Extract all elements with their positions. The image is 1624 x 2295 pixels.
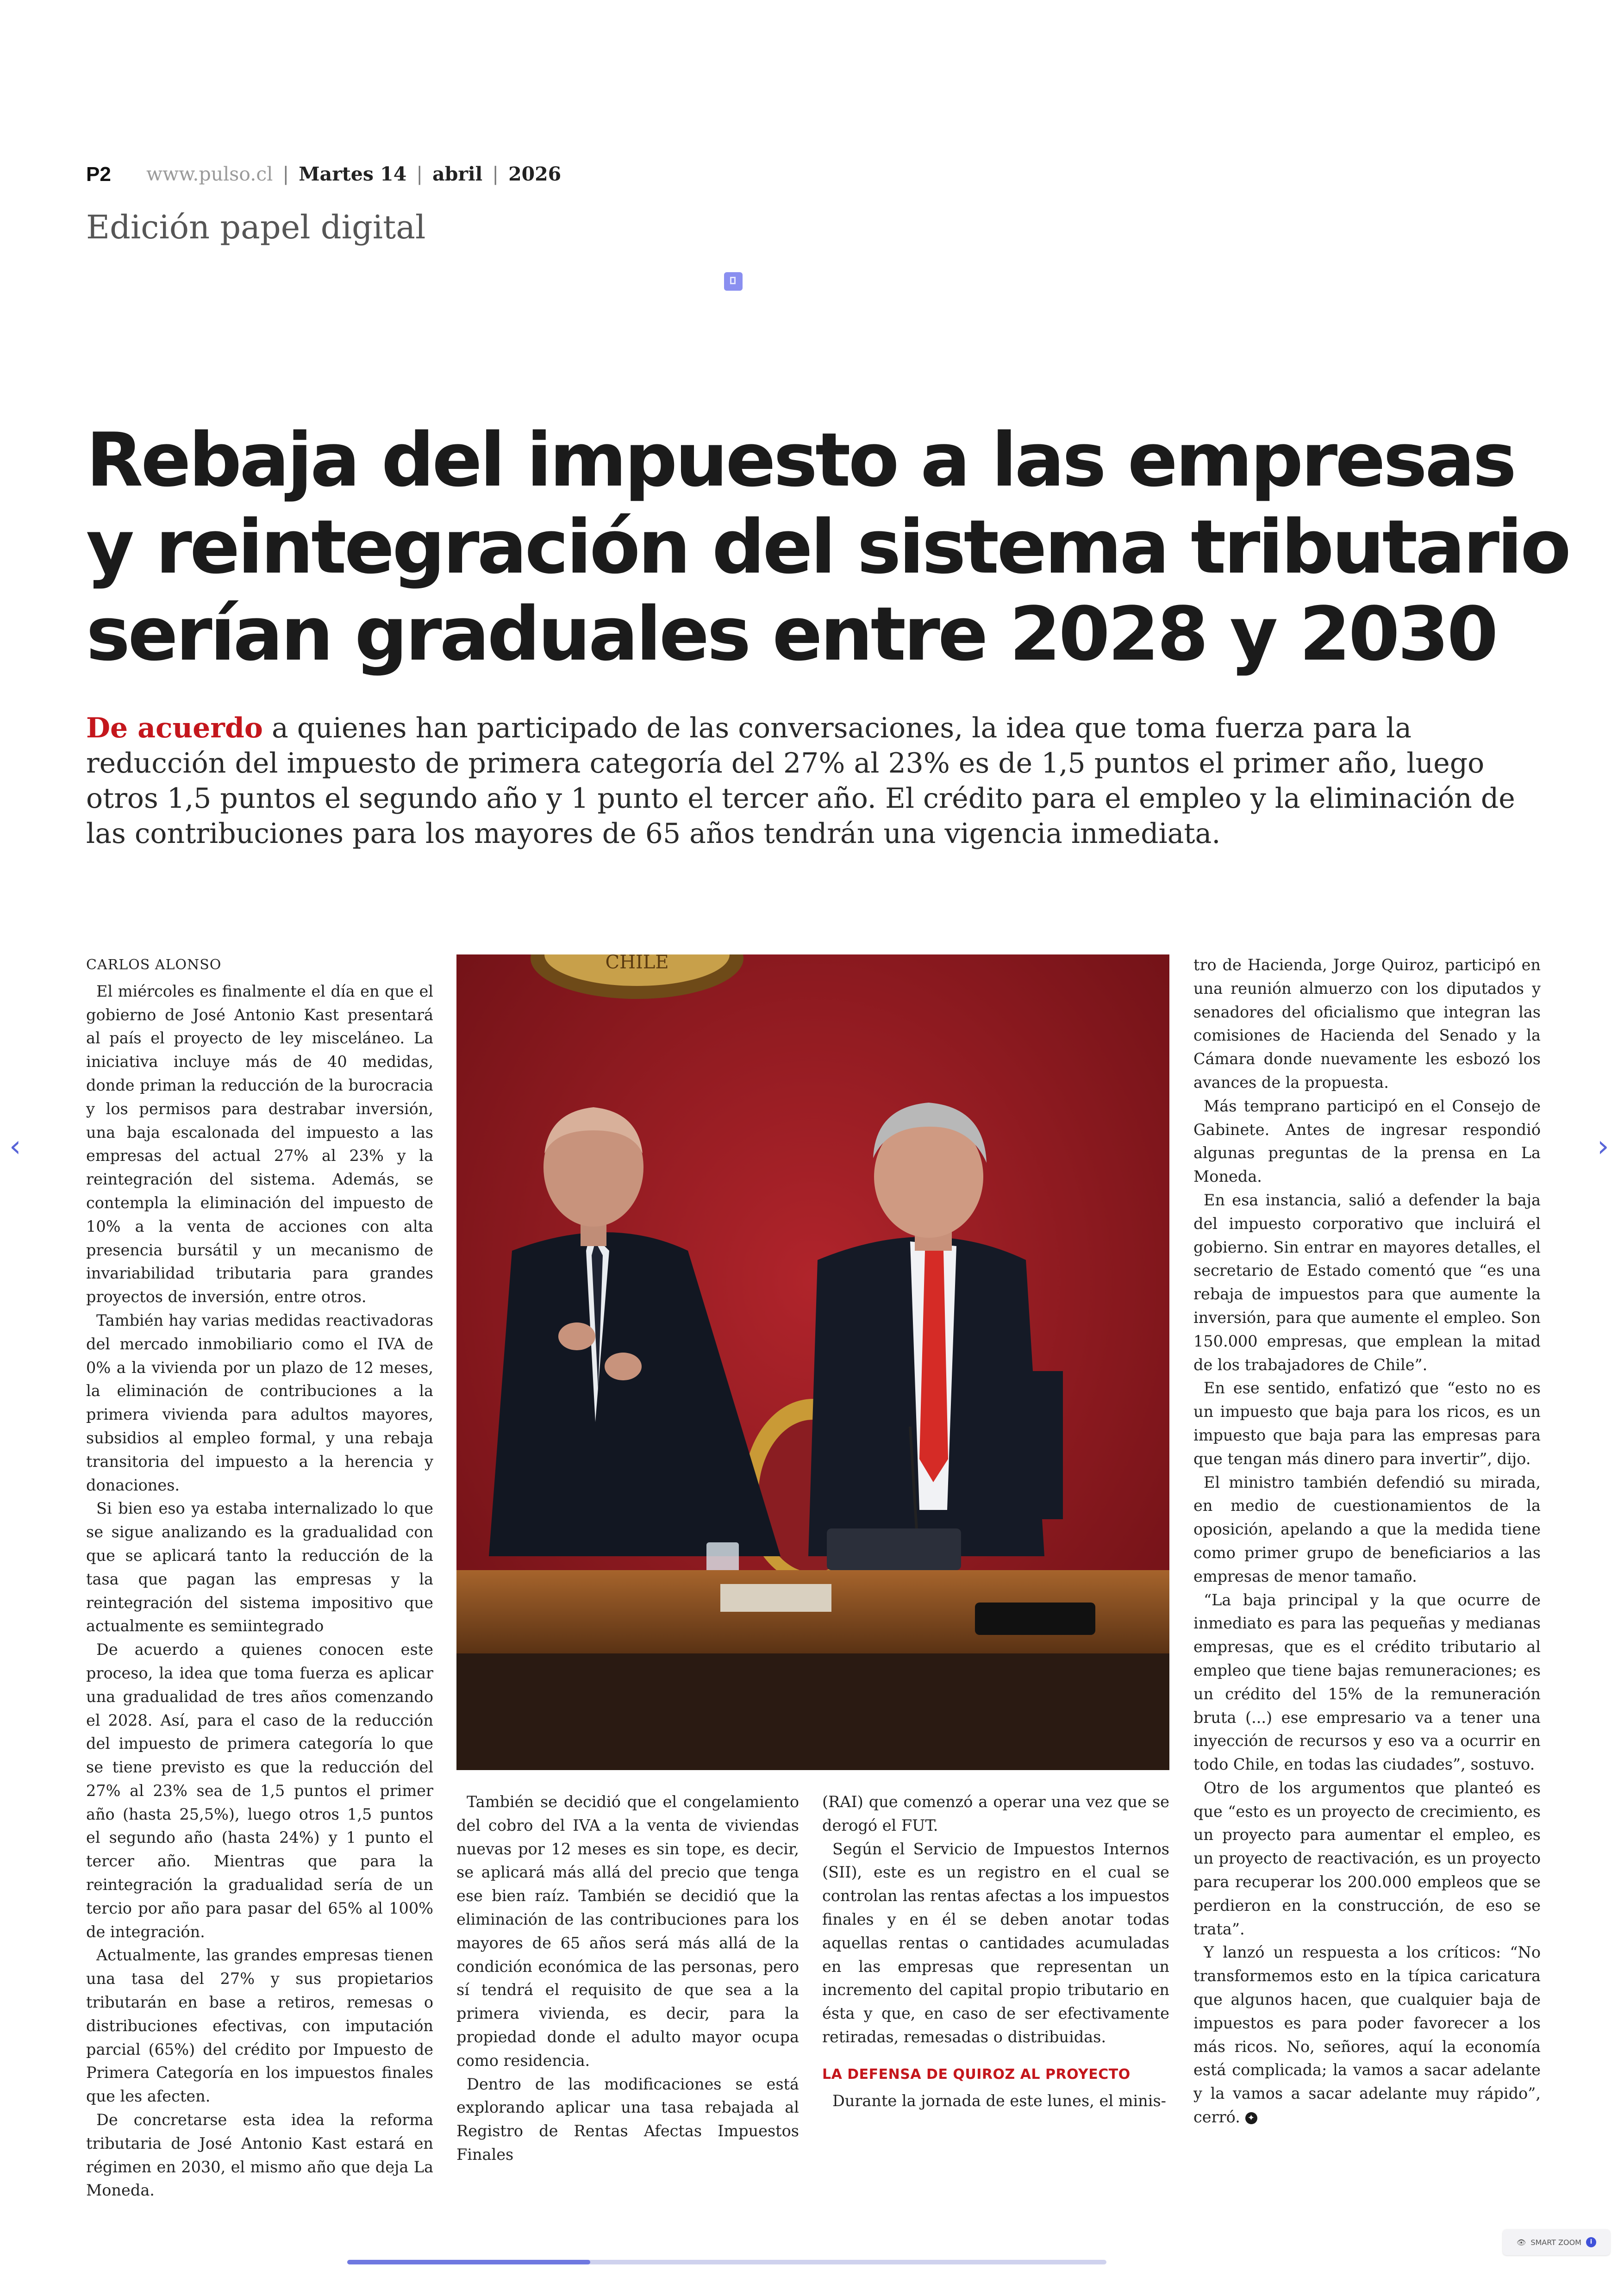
next-page-icon[interactable]: ›	[1597, 1129, 1609, 1164]
eye-icon: 👁	[1517, 2238, 1526, 2247]
body-paragraph: Actualmente, las grandes empresas tienen una tasa del 27% y sus propietarios tributarán en base a retiros, remesas o distribuciones efectivas, con imputación parcial (65%) del crédito por Impuesto de Primera Categoría en los impuestos finales que les afecten.	[86, 1946, 433, 2106]
page-meta	[146, 163, 561, 185]
seal-text: CHILE	[605, 954, 669, 973]
body-paragraph: Según el Servicio de Impuestos Internos (SII), este es un registro en el cual se controlan las rentas afectas a los impuestos finales y en él se deben anotar todas aquellas rentas o cantidades acumuladas en las empresas que representan un incremento del capital propio tributario en ésta y que, en caso de ser efectivamente retiradas, remesadas o distribuidas.	[822, 1840, 1169, 2046]
page-number: P2	[86, 163, 111, 186]
body-paragraph	[1193, 1941, 1541, 2129]
article-end-icon: ✦	[1245, 2112, 1257, 2124]
body-paragraph: De concretarse esta idea la reforma tributaria de José Antonio Kast estará en régimen en 2030, el mismo año que deja La Moneda.	[86, 2111, 433, 2200]
edition-label: Edición papel digital	[86, 208, 426, 246]
body-paragraph: Más temprano participó en el Consejo de Gabinete. Antes de ingresar respondió algunas preguntas de la prensa en La Moneda.	[1193, 1097, 1541, 1186]
table-front	[456, 1653, 1169, 1770]
closing-text: Y lanzó un respuesta a los críticos: “No transformemos esto en la típica caricatura que algunos hacen, que cualquier baja de impuestos es para poder favorecer a los más ricos. No, señores, aquí la economía está complicada; la vamos a sacar adelante y la vamos a sacar adelante muy rápido”, cerró.	[1193, 1943, 1541, 2127]
date-weekday-day: Martes 14	[299, 163, 407, 185]
headline-line: Rebaja del impuesto a las empresas	[86, 417, 1515, 503]
headline-line: y reintegración del sistema tributario	[86, 504, 1569, 590]
body-paragraph: Si bien eso ya estaba internalizado lo que se sigue analizando es la gradualidad con que se aplicará tanto la reducción de la tasa que pagan las empresas y la reintegración del sistema impositivo que actualmente es semiintegrado	[86, 1499, 433, 1635]
date-month: abril	[432, 163, 483, 185]
page-progress-fill	[347, 2260, 590, 2264]
photo-illustration	[456, 954, 1169, 1770]
headline-line: serían graduales entre 2028 y 2030	[86, 591, 1496, 677]
body-paragraph: Dentro de las modificaciones se está explorando aplicar una tasa rebajada al Registro de Rentas Afectas Impuestos Finales	[456, 2075, 799, 2164]
page-progress-bar[interactable]	[347, 2260, 1106, 2264]
meta-separator: |	[416, 163, 423, 185]
body-paragraph: También se decidió que el congelamiento del cobro del IVA a la venta de viviendas nuevas por 12 meses es sin tope, es decir, se aplicará más allá del precio que tenga ese bien raíz. También se decidió que la eliminación de las contribuciones para los mayores de 65 años será más allá de la condición económica de las personas, pero sí tendrá el requisito de que sea a la primera vivienda, es decir, para la propiedad donde el adulto mayor ocupa como residencia.	[456, 1793, 799, 2070]
section-subhead: LA DEFENSA DE QUIROZ AL PROYECTO	[822, 2066, 1131, 2083]
body-column-1	[86, 954, 433, 2202]
lead-kicker: De acuerdo	[86, 712, 263, 744]
lead-text: a quienes han participado de las conversaciones, la idea que toma fuerza para la reducción del impuesto de primera categoría del 27% al 23% es de 1,5 puntos el primer año, luego otros 1,5 puntos el segundo año y 1 punto el tercer año. El crédito para el empleo y la eliminación de las contribuciones para los mayores de 65 años tendrán una vigencia inmediata.	[86, 712, 1515, 850]
body-paragraph: En esa instancia, salió a defender la baja del impuesto corporativo que incluirá el gobierno. Sin entrar en mayores detalles, el secretario de Estado comentó que “es una rebaja de impuestos para que aumente la inversión, para que aumente el empleo. Son 150.000 empresas, que emplean la mitad de los trabajadores de Chile”.	[1193, 1191, 1541, 1374]
name-card	[720, 1584, 831, 1612]
page-marker-icon[interactable]	[724, 272, 743, 291]
smart-zoom-button[interactable]	[1503, 2229, 1610, 2255]
body-column-3	[822, 1790, 1169, 2113]
body-paragraph: El ministro también defendió su mirada, en medio de cuestionamientos de la oposición, apelando a que la medida tiene como primer grupo de beneficiarios a las empresas de menor tamaño.	[1193, 1473, 1541, 1585]
smart-zoom-label: SMART ZOOM	[1530, 2238, 1581, 2247]
date-year: 2026	[508, 163, 562, 185]
headline	[86, 417, 1569, 678]
body-paragraph: También hay varias medidas reactivadoras del mercado inmobiliario como el IVA de 0% a la vivienda por un plazo de 12 meses, la eliminación de contribuciones a la primera vivienda para adultos mayores, subsidios al empleo formal, y una rebaja transitoria del impuesto a la herencia y donaciones.	[86, 1311, 433, 1494]
body-paragraph: (RAI) que comenzó a operar una vez que se derogó el FUT.	[822, 1793, 1169, 1834]
body-column-4	[1193, 954, 1541, 2129]
body-paragraph: tro de Hacienda, Jorge Quiroz, participó en una reunión almuerzo con los diputados y senadores del oficialismo que integran las comisiones de Hacienda del Senado y la Cámara donde nuevamente les esbozó los avances de la propuesta.	[1193, 956, 1541, 1091]
meta-separator: |	[492, 163, 499, 185]
body-paragraph: De acuerdo a quienes conocen este proceso, la idea que toma fuerza es aplicar una gradualidad de tres años comenzando el 2028. Así, para el caso de la reducción del impuesto de primera categoría lo que se tiene previsto es que la reducción del 27% al 23% sea de 1,5 puntos el primer año (hasta 25,5%), luego otros 1,5 puntos el segundo año (hasta 24%) y 1 punto el tercer año. Mientras que para la reintegración la gradualidad sería de un tercio por año para pasar del 65% al 100% de integración.	[86, 1640, 433, 1941]
body-paragraph: El miércoles es finalmente el día en que el gobierno de José Antonio Kast presentará al país el proyecto de ley misceláneo. La iniciativa incluye más de 40 medidas, donde priman la reducción de la burocracia y los permisos para destrabar inversión, una baja escalonada del impuesto a las empresas del actual 27% al 23% y la reintegración del sistema. Además, se contempla la eliminación del impuesto de 10% a la venta de acciones con alta presencia bursátil y un mecanismo de invariabilidad tributaria para grandes proyectos de inversión, entre otros.	[86, 982, 433, 1306]
lead-paragraph	[86, 711, 1540, 851]
previous-page-icon[interactable]: ‹	[9, 1129, 21, 1164]
body-paragraph: “La baja principal y la que ocurre de inmediato es para las pequeñas y medianas empresas, que es el crédito tributario al empleo que tiene bajas remuneraciones; es un crédito del 15% de la remuneración bruta (...) ese empresario va a tener una inyección de recursos y eso va a ocurrir en todo Chile, en todas las ciudades”, sostuvo.	[1193, 1590, 1541, 1774]
meta-separator: |	[282, 163, 289, 185]
site-url[interactable]: www.pulso.cl	[146, 163, 273, 185]
info-icon: i	[1586, 2237, 1596, 2247]
body-paragraph: En ese sentido, enfatizó que “esto no es un impuesto que baja para los ricos, es un impuesto que baja para las empresas para que tengan más dinero para invertir”, dijo.	[1193, 1379, 1541, 1468]
body-paragraph: Durante la jornada de este lunes, el minis-	[832, 2091, 1166, 2110]
desk-phone	[827, 1528, 961, 1570]
desk-device	[975, 1603, 1095, 1635]
article-photo	[456, 954, 1169, 1770]
body-paragraph: Otro de los argumentos que planteó es que “esto es un proyecto de crecimiento, es un proyecto para aumentar el empleo, es un proyecto de reactivación, es un proyecto para recuperar los 200.000 empleos que se perdieron en la construcción, de eso se trata”.	[1193, 1778, 1541, 1938]
byline: CARLOS ALONSO	[86, 957, 222, 973]
body-column-2	[456, 1790, 799, 2167]
